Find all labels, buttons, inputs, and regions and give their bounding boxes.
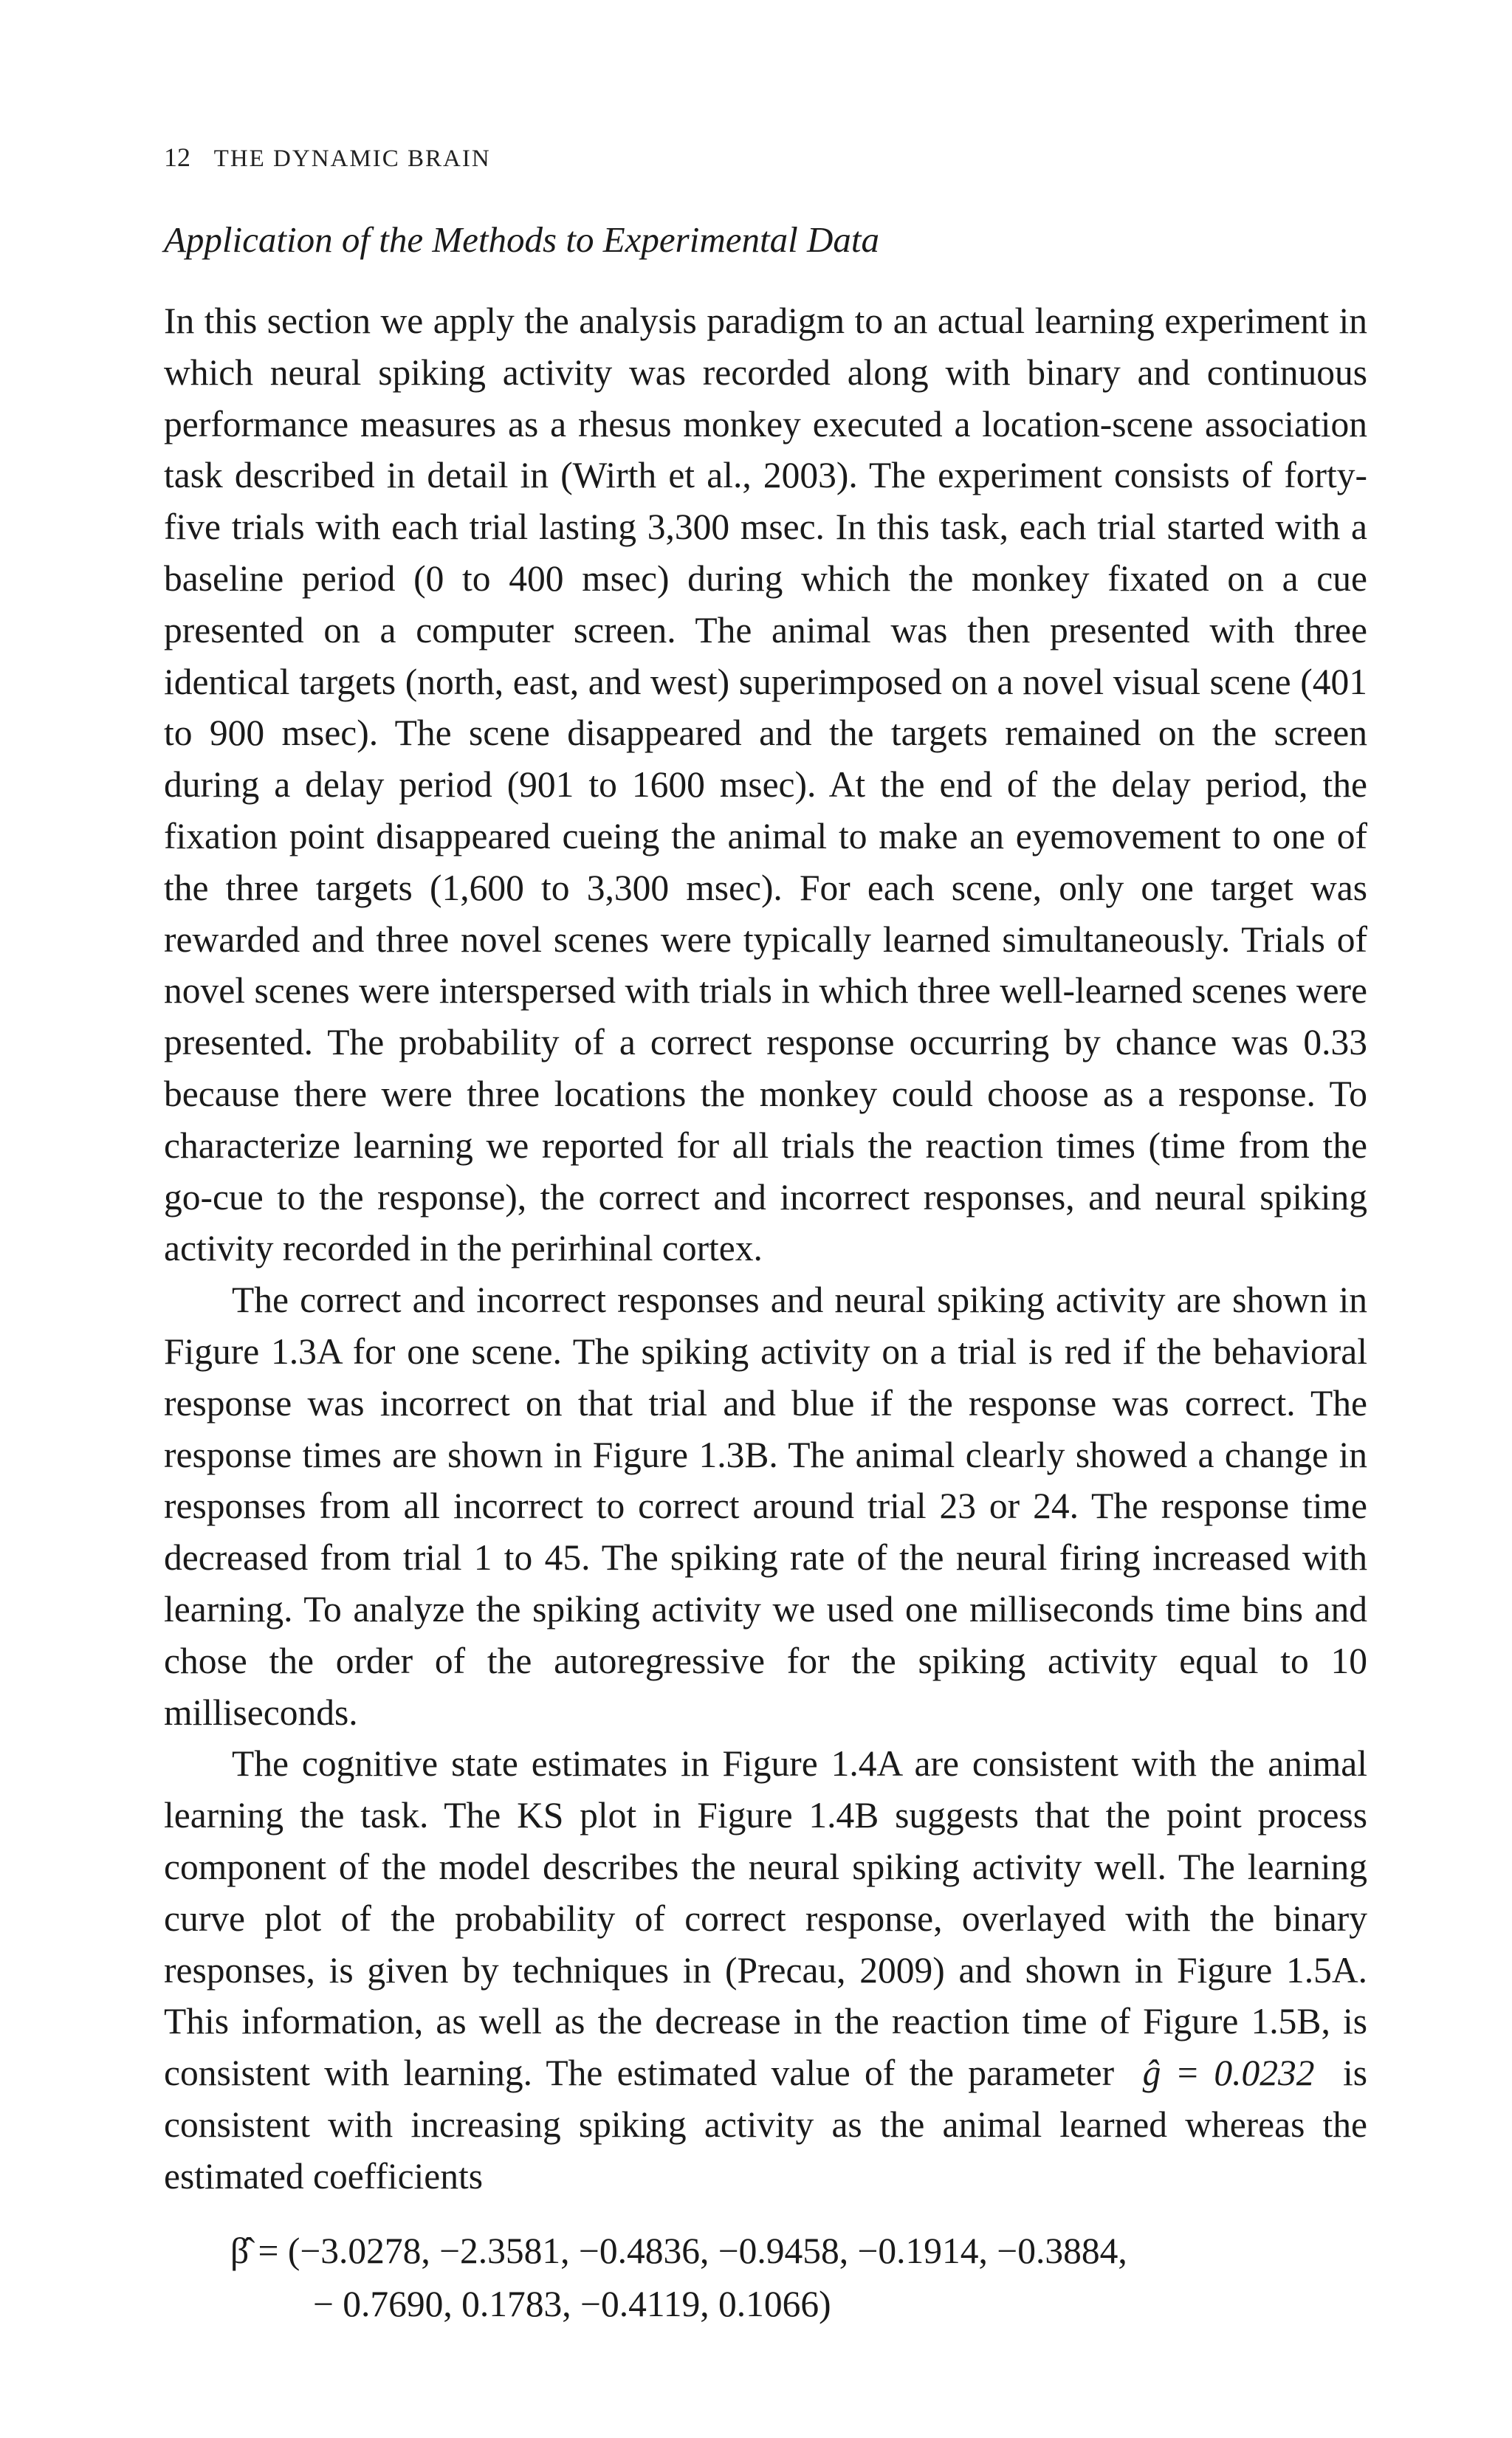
paragraph-3-text-before: The cognitive state estimates in Figure 1.4A are consistent with the animal learning the task. The KS plot in Figure 1.4B suggests that the point process component of the model describes the neural spiking activity well. The learning curve plot of the probability of correct response, overlayed with the binary responses, is given by techniques in (Precau, 2009) and shown in Figure 1.5A. This information, as well as the decrease in the reaction time of Figure 1.5B, is consistent with learning. The estimated value of the parameter bbox=[164, 1743, 1367, 2094]
running-title: THE DYNAMIC BRAIN bbox=[213, 145, 491, 172]
equation-line-2: − 0.7690, 0.1783, −0.4119, 0.1066) bbox=[313, 2284, 831, 2324]
paragraph-2: The correct and incorrect responses and neural spiking activity are shown in Figure 1.3A for one scene. The spiking activity on a trial is red if the behavioral response was incorrect on that trial and blue if the response was correct. The response times are shown in Figure 1.3B. The animal clearly showed a change in responses from all incorrect to correct around trial 23 or 24. The response time decreased from trial 1 to 45. The spiking rate of the neural firing increased with learning. To analyze the spiking activity we used one milliseconds time bins and chose the order of the autoregressive for the spiking activity equal to 10 milliseconds. bbox=[164, 1280, 1367, 1733]
page-number: 12 bbox=[164, 142, 190, 172]
paragraph-1: In this section we apply the analysis paradigm to an actual learning experiment in which neural spiking activity was recorded along with binary and continuous performance measures as a rhesus monkey executed a location-scene association task described in detail in (Wirth et al., 2003). The experiment consists of forty-five trials with each trial lasting 3,300 msec. In this task, each trial started with a baseline period (0 to 400 msec) during which the monkey fixated on a cue presented on a computer screen. The animal was then presented with three identical targets (north, east, and west) superimposed on a novel visual scene (401 to 900 msec). The scene disappeared and the targets remained on the screen during a delay period (901 to 1600 msec). At the end of the delay period, the fixation point disappeared cueing the animal to make an eyemovement to one of the three targets (1,600 to 3,300 msec). For each scene, only one target was rewarded and three novel scenes were typically learned simultaneously. Trials of novel scenes were interspersed with trials in which three well-learned scenes were presented. The probability of a correct response occurring by chance was 0.33 because there were three locations the monkey could choose as a response. To characterize learning we reported for all trials the reaction times (time from the go-cue to the response), the correct and incorrect responses, and neural spiking activity recorded in the perirhinal cortex. bbox=[164, 301, 1367, 1269]
inline-math-g-hat: ĝ = 0.0232 bbox=[1142, 2053, 1315, 2094]
paragraph-3-text-after: is consistent with increasing spiking activity as the animal learned whereas the estimated coefficients bbox=[164, 2053, 1368, 2197]
beta-equation bbox=[230, 2225, 1127, 2331]
section-title: Application of the Methods to Experimental Data bbox=[164, 219, 879, 260]
running-head bbox=[164, 142, 491, 173]
equation-line-1: β̂ = (−3.0278, −2.3581, −0.4836, −0.9458, −0.1914, −0.3884, bbox=[230, 2231, 1127, 2271]
paragraph-3 bbox=[164, 1738, 1367, 2202]
body-text bbox=[164, 295, 1367, 2202]
